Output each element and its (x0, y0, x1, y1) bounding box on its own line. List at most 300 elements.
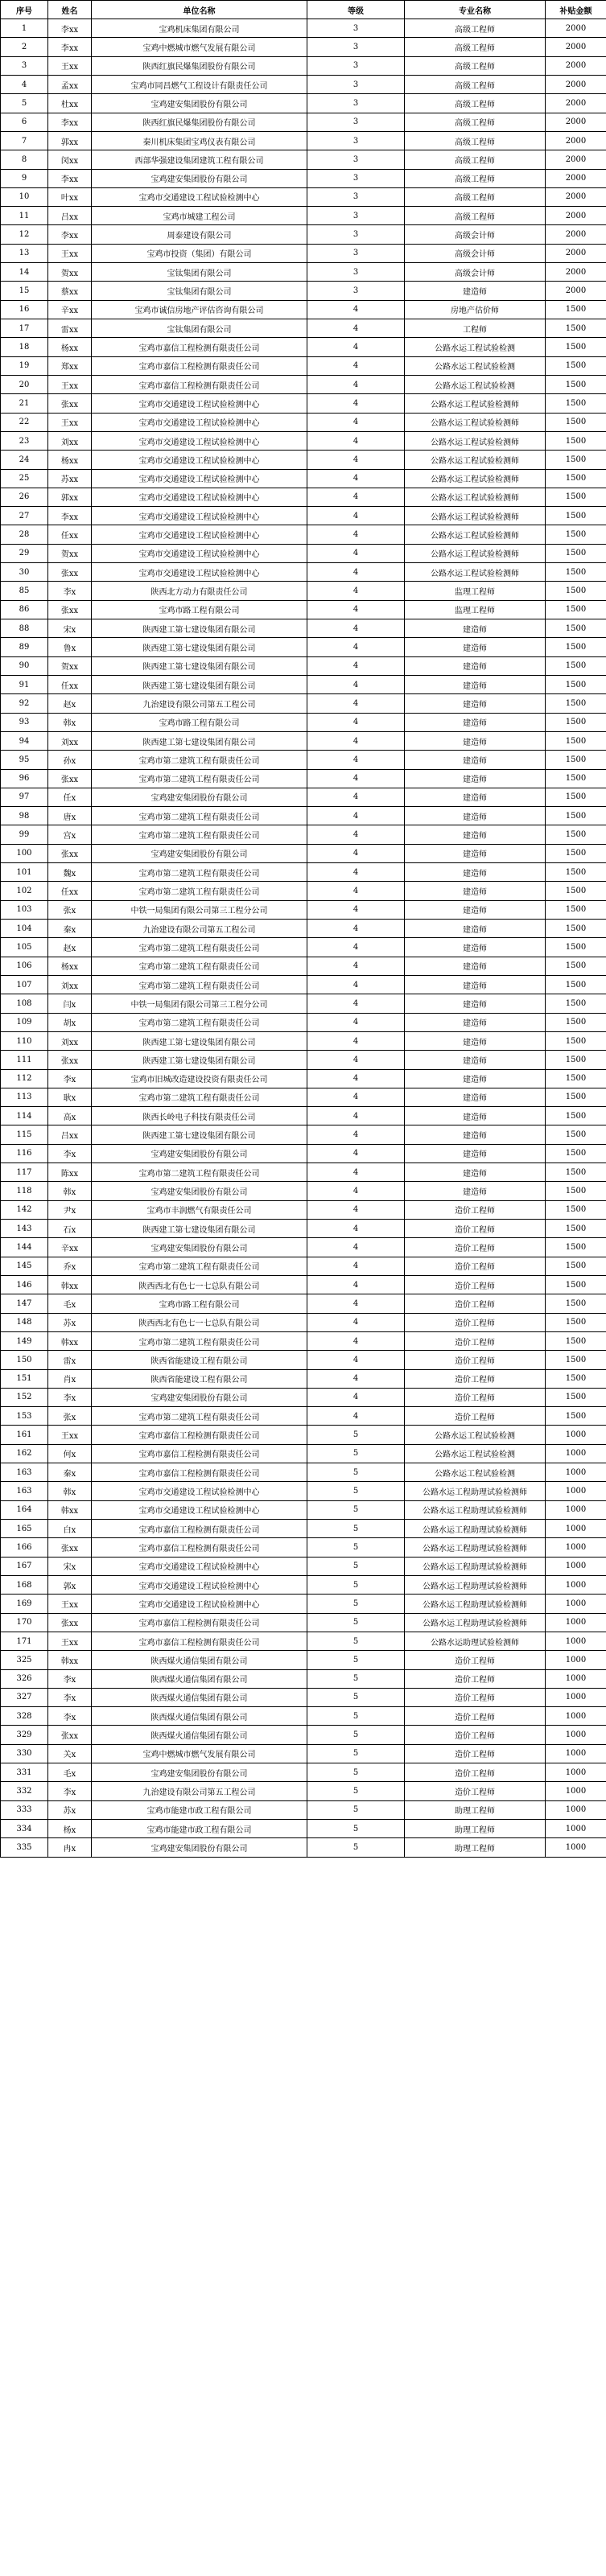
cell-amount: 1500 (546, 1369, 606, 1388)
cell-level: 4 (307, 431, 405, 450)
cell-amount: 1500 (546, 863, 606, 882)
cell-index: 85 (1, 582, 48, 600)
table-row (1, 19, 606, 38)
cell-company: 宝鸡市第二建筑工程有限责任公司 (92, 938, 307, 957)
table-row (1, 394, 606, 413)
cell-name: 辛xx (48, 1238, 92, 1257)
table-row (1, 600, 606, 619)
cell-company: 宝鸡市第二建筑工程有限责任公司 (92, 863, 307, 882)
cell-specialty: 建造师 (405, 731, 546, 750)
cell-name: 吕xx (48, 207, 92, 225)
cell-level: 4 (307, 1144, 405, 1162)
cell-company: 宝鸡市嘉信工程检测有限责任公司 (92, 1632, 307, 1650)
cell-company: 九治建设有限公司第五工程公司 (92, 1782, 307, 1800)
cell-company: 宝鸡市第二建筑工程有限责任公司 (92, 1331, 307, 1350)
cell-amount: 1000 (546, 1557, 606, 1575)
cell-specialty: 建造师 (405, 656, 546, 675)
cell-level: 4 (307, 863, 405, 882)
table-row (1, 1463, 606, 1482)
table-row (1, 1144, 606, 1162)
cell-index: 28 (1, 525, 48, 544)
table-row (1, 1782, 606, 1800)
table-header-row (1, 1, 606, 19)
cell-name: 张x (48, 900, 92, 919)
cell-specialty: 造价工程师 (405, 1220, 546, 1238)
cell-amount: 1000 (546, 1575, 606, 1594)
cell-company: 宝鸡市路工程有限公司 (92, 600, 307, 619)
cell-name: 吕xx (48, 1125, 92, 1144)
cell-company: 宝鸡市嘉信工程检测有限责任公司 (92, 375, 307, 393)
cell-company: 宝鸡市交通建设工程试验检测中心 (92, 507, 307, 525)
table-row (1, 1294, 606, 1313)
cell-name: 王xx (48, 375, 92, 393)
cell-level: 5 (307, 1557, 405, 1575)
cell-name: 张xx (48, 769, 92, 788)
cell-level: 4 (307, 1069, 405, 1088)
table-row (1, 1744, 606, 1763)
cell-index: 26 (1, 488, 48, 506)
cell-amount: 1000 (546, 1651, 606, 1669)
cell-company: 宝鸡建安集团股份有限公司 (92, 788, 307, 806)
table-row (1, 1182, 606, 1200)
cell-specialty: 公路水运工程试验检测 (405, 1426, 546, 1444)
cell-specialty: 建造师 (405, 619, 546, 638)
cell-name: 张x (48, 1407, 92, 1426)
cell-index: 329 (1, 1726, 48, 1744)
cell-name: 李x (48, 582, 92, 600)
cell-amount: 2000 (546, 225, 606, 244)
cell-level: 5 (307, 1538, 405, 1557)
cell-level: 3 (307, 113, 405, 131)
cell-index: 18 (1, 338, 48, 356)
cell-specialty: 公路水运工程试验检测 (405, 1463, 546, 1482)
cell-level: 4 (307, 1313, 405, 1331)
cell-amount: 1500 (546, 375, 606, 393)
cell-index: 152 (1, 1388, 48, 1406)
cell-level: 4 (307, 1163, 405, 1182)
cell-specialty: 造价工程师 (405, 1763, 546, 1782)
cell-specialty: 建造师 (405, 713, 546, 731)
cell-level: 4 (307, 413, 405, 431)
table-row (1, 1125, 606, 1144)
cell-level: 3 (307, 244, 405, 262)
cell-specialty: 建造师 (405, 1182, 546, 1200)
table-row (1, 844, 606, 862)
table-body (1, 19, 606, 1858)
cell-name: 赵x (48, 694, 92, 713)
cell-specialty: 高级工程师 (405, 94, 546, 113)
cell-specialty: 高级工程师 (405, 19, 546, 38)
cell-name: 韩xx (48, 1331, 92, 1350)
cell-index: 333 (1, 1800, 48, 1819)
cell-company: 宝钛集团有限公司 (92, 263, 307, 282)
cell-specialty: 高级工程师 (405, 38, 546, 56)
cell-index: 165 (1, 1520, 48, 1538)
header-company: 单位名称 (92, 1, 307, 19)
cell-level: 4 (307, 994, 405, 1013)
header-index: 序号 (1, 1, 48, 19)
table-row (1, 1763, 606, 1782)
cell-name: 高x (48, 1107, 92, 1125)
cell-name: 肖x (48, 1369, 92, 1388)
cell-company: 秦川机床集团宝鸡仪表有限公司 (92, 131, 307, 150)
cell-amount: 1500 (546, 675, 606, 693)
cell-index: 90 (1, 656, 48, 675)
cell-name: 闫x (48, 994, 92, 1013)
table-row (1, 920, 606, 938)
cell-company: 宝鸡市嘉信工程检测有限责任公司 (92, 1538, 307, 1557)
cell-index: 88 (1, 619, 48, 638)
cell-specialty: 建造师 (405, 788, 546, 806)
cell-level: 4 (307, 694, 405, 713)
table-row (1, 694, 606, 713)
cell-specialty: 公路水运工程试验检测 (405, 356, 546, 375)
cell-amount: 1500 (546, 957, 606, 975)
cell-company: 宝鸡市交通建设工程试验检测中心 (92, 413, 307, 431)
cell-specialty: 建造师 (405, 1069, 546, 1088)
cell-company: 陕西长岭电子科技有限责任公司 (92, 1107, 307, 1125)
table-row (1, 807, 606, 825)
cell-specialty: 公路水运工程试验检测师 (405, 413, 546, 431)
cell-specialty: 造价工程师 (405, 1669, 546, 1688)
cell-name: 毛x (48, 1763, 92, 1782)
table-row (1, 356, 606, 375)
cell-index: 89 (1, 638, 48, 656)
cell-specialty: 高级工程师 (405, 56, 546, 75)
cell-company: 宝鸡建安集团股份有限公司 (92, 1182, 307, 1200)
cell-company: 陕西建工第七建设集团有限公司 (92, 656, 307, 675)
cell-company: 陕西煤火通信集团有限公司 (92, 1669, 307, 1688)
cell-company: 宝鸡市交通建设工程试验检测中心 (92, 187, 307, 206)
cell-index: 325 (1, 1651, 48, 1669)
cell-name: 任xx (48, 675, 92, 693)
cell-company: 宝鸡市交通建设工程试验检测中心 (92, 525, 307, 544)
table-row (1, 1275, 606, 1294)
cell-company: 宝鸡市能建市政工程有限公司 (92, 1820, 307, 1838)
cell-index: 170 (1, 1613, 48, 1632)
cell-name: 尹x (48, 1200, 92, 1219)
cell-amount: 1000 (546, 1782, 606, 1800)
cell-name: 蔡xx (48, 282, 92, 300)
table-row (1, 863, 606, 882)
cell-company: 宝鸡市城建工程公司 (92, 207, 307, 225)
cell-level: 4 (307, 469, 405, 488)
cell-level: 4 (307, 507, 405, 525)
cell-amount: 1500 (546, 713, 606, 731)
cell-index: 94 (1, 731, 48, 750)
cell-specialty: 建造师 (405, 638, 546, 656)
cell-index: 15 (1, 282, 48, 300)
cell-amount: 2000 (546, 244, 606, 262)
cell-level: 4 (307, 1257, 405, 1275)
cell-level: 5 (307, 1482, 405, 1500)
cell-specialty: 公路水运工程助理试验检测师 (405, 1500, 546, 1519)
cell-company: 宝鸡中燃城市燃气发展有限公司 (92, 1744, 307, 1763)
cell-amount: 1000 (546, 1726, 606, 1744)
table-row (1, 207, 606, 225)
cell-index: 150 (1, 1351, 48, 1369)
cell-amount: 2000 (546, 94, 606, 113)
cell-specialty: 建造师 (405, 1107, 546, 1125)
cell-index: 17 (1, 319, 48, 338)
cell-specialty: 高级工程师 (405, 75, 546, 93)
table-row (1, 525, 606, 544)
cell-specialty: 公路水运工程试验检测师 (405, 431, 546, 450)
table-row (1, 1688, 606, 1706)
cell-index: 9 (1, 169, 48, 187)
cell-index: 24 (1, 451, 48, 469)
cell-amount: 1000 (546, 1800, 606, 1819)
cell-specialty: 建造师 (405, 807, 546, 825)
cell-level: 4 (307, 1407, 405, 1426)
cell-amount: 1500 (546, 788, 606, 806)
cell-amount: 1500 (546, 751, 606, 769)
cell-name: 刘xx (48, 975, 92, 994)
cell-amount: 1000 (546, 1688, 606, 1706)
cell-company: 宝鸡市同昌燃气工程设计有限责任公司 (92, 75, 307, 93)
cell-company: 宝鸡建安集团股份有限公司 (92, 844, 307, 862)
table-row (1, 431, 606, 450)
cell-company: 宝鸡市嘉信工程检测有限责任公司 (92, 1613, 307, 1632)
cell-company: 陕西省能建设工程有限公司 (92, 1351, 307, 1369)
cell-index: 21 (1, 394, 48, 413)
cell-level: 4 (307, 1088, 405, 1106)
header-name: 姓名 (48, 1, 92, 19)
table-row (1, 1407, 606, 1426)
cell-amount: 1000 (546, 1707, 606, 1726)
cell-level: 5 (307, 1838, 405, 1857)
cell-index: 11 (1, 207, 48, 225)
cell-index: 167 (1, 1557, 48, 1575)
cell-level: 4 (307, 544, 405, 562)
cell-name: 叶xx (48, 187, 92, 206)
table-row (1, 169, 606, 187)
cell-amount: 1500 (546, 563, 606, 582)
cell-level: 3 (307, 225, 405, 244)
cell-amount: 1500 (546, 319, 606, 338)
cell-amount: 1500 (546, 1388, 606, 1406)
cell-company: 宝钛集团有限公司 (92, 319, 307, 338)
cell-index: 19 (1, 356, 48, 375)
cell-index: 7 (1, 131, 48, 150)
cell-specialty: 造价工程师 (405, 1351, 546, 1369)
cell-company: 宝鸡市交通建设工程试验检测中心 (92, 488, 307, 506)
cell-name: 王xx (48, 56, 92, 75)
table-row (1, 544, 606, 562)
cell-name: 冉x (48, 1838, 92, 1857)
cell-specialty: 造价工程师 (405, 1726, 546, 1744)
table-row (1, 1651, 606, 1669)
cell-name: 张xx (48, 1051, 92, 1069)
cell-specialty: 造价工程师 (405, 1275, 546, 1294)
cell-name: 任x (48, 788, 92, 806)
cell-name: 雷xx (48, 319, 92, 338)
cell-index: 162 (1, 1444, 48, 1463)
cell-specialty: 公路水运工程助理试验检测师 (405, 1557, 546, 1575)
cell-name: 张xx (48, 394, 92, 413)
cell-index: 332 (1, 1782, 48, 1800)
cell-index: 106 (1, 957, 48, 975)
cell-company: 西部华强建设集团建筑工程有限公司 (92, 150, 307, 169)
cell-name: 李x (48, 1707, 92, 1726)
cell-name: 李x (48, 1688, 92, 1706)
cell-index: 104 (1, 920, 48, 938)
cell-specialty: 造价工程师 (405, 1688, 546, 1706)
cell-company: 宝鸡市交通建设工程试验检测中心 (92, 451, 307, 469)
cell-company: 宝鸡市第二建筑工程有限责任公司 (92, 1013, 307, 1031)
cell-company: 陕西建工第七建设集团有限公司 (92, 1125, 307, 1144)
cell-index: 169 (1, 1595, 48, 1613)
table-row (1, 1238, 606, 1257)
cell-amount: 2000 (546, 19, 606, 38)
cell-amount: 1000 (546, 1595, 606, 1613)
cell-amount: 1500 (546, 1331, 606, 1350)
table-row (1, 1200, 606, 1219)
cell-name: 何x (48, 1444, 92, 1463)
cell-company: 陕西建工第七建设集团有限公司 (92, 1220, 307, 1238)
cell-amount: 1500 (546, 825, 606, 844)
cell-name: 李xx (48, 113, 92, 131)
cell-amount: 1500 (546, 844, 606, 862)
cell-level: 4 (307, 713, 405, 731)
cell-amount: 1500 (546, 1238, 606, 1257)
cell-specialty: 造价工程师 (405, 1782, 546, 1800)
cell-name: 任xx (48, 525, 92, 544)
cell-level: 5 (307, 1763, 405, 1782)
cell-name: 郭xx (48, 488, 92, 506)
cell-specialty: 建造师 (405, 751, 546, 769)
cell-name: 秦x (48, 1463, 92, 1482)
cell-name: 贺xx (48, 544, 92, 562)
table-row (1, 1726, 606, 1744)
table-row (1, 563, 606, 582)
table-row (1, 1575, 606, 1594)
cell-company: 宝钛集团有限公司 (92, 282, 307, 300)
cell-name: 刘xx (48, 431, 92, 450)
cell-amount: 1500 (546, 300, 606, 319)
cell-index: 148 (1, 1313, 48, 1331)
cell-company: 陕西西北有色七一七总队有限公司 (92, 1313, 307, 1331)
cell-name: 宋x (48, 1557, 92, 1575)
cell-amount: 1500 (546, 694, 606, 713)
table-row (1, 1069, 606, 1088)
cell-level: 4 (307, 563, 405, 582)
cell-company: 陕西煤火通信集团有限公司 (92, 1707, 307, 1726)
cell-specialty: 建造师 (405, 844, 546, 862)
cell-name: 刘xx (48, 1031, 92, 1050)
cell-amount: 1500 (546, 1051, 606, 1069)
cell-specialty: 建造师 (405, 882, 546, 900)
cell-index: 92 (1, 694, 48, 713)
cell-level: 4 (307, 1294, 405, 1313)
cell-name: 杜xx (48, 94, 92, 113)
cell-specialty: 建造师 (405, 863, 546, 882)
table-row (1, 1163, 606, 1182)
table-row (1, 319, 606, 338)
cell-name: 张xx (48, 600, 92, 619)
cell-level: 4 (307, 675, 405, 693)
cell-specialty: 建造师 (405, 825, 546, 844)
table-row (1, 1500, 606, 1519)
cell-level: 4 (307, 525, 405, 544)
cell-specialty: 高级会计师 (405, 225, 546, 244)
cell-amount: 2000 (546, 282, 606, 300)
cell-level: 3 (307, 187, 405, 206)
cell-amount: 1500 (546, 1107, 606, 1125)
cell-company: 宝鸡市丰润燃气有限责任公司 (92, 1200, 307, 1219)
cell-specialty: 造价工程师 (405, 1388, 546, 1406)
cell-level: 4 (307, 451, 405, 469)
cell-company: 陕西红旗民爆集团股份有限公司 (92, 56, 307, 75)
cell-specialty: 建造师 (405, 769, 546, 788)
cell-amount: 1000 (546, 1669, 606, 1688)
cell-name: 毛x (48, 1294, 92, 1313)
table-row (1, 1838, 606, 1857)
cell-index: 16 (1, 300, 48, 319)
cell-name: 乔x (48, 1257, 92, 1275)
cell-index: 168 (1, 1575, 48, 1594)
cell-company: 宝鸡市嘉信工程检测有限责任公司 (92, 1520, 307, 1538)
table-row (1, 507, 606, 525)
cell-level: 5 (307, 1726, 405, 1744)
cell-company: 宝鸡市第二建筑工程有限责任公司 (92, 975, 307, 994)
cell-level: 3 (307, 94, 405, 113)
cell-amount: 1500 (546, 1275, 606, 1294)
cell-name: 李xx (48, 225, 92, 244)
cell-amount: 1500 (546, 1351, 606, 1369)
cell-specialty: 公路水运工程试验检测师 (405, 544, 546, 562)
cell-company: 陕西建工第七建设集团有限公司 (92, 1031, 307, 1050)
cell-amount: 2000 (546, 38, 606, 56)
table-row (1, 1388, 606, 1406)
cell-level: 4 (307, 1220, 405, 1238)
cell-company: 周泰建设有限公司 (92, 225, 307, 244)
table-row (1, 244, 606, 262)
cell-amount: 1500 (546, 431, 606, 450)
cell-index: 335 (1, 1838, 48, 1857)
cell-index: 8 (1, 150, 48, 169)
cell-name: 杨xx (48, 451, 92, 469)
table-row (1, 375, 606, 393)
cell-index: 99 (1, 825, 48, 844)
cell-company: 中铁一局集团有限公司第三工程分公司 (92, 994, 307, 1013)
cell-level: 4 (307, 769, 405, 788)
cell-level: 4 (307, 394, 405, 413)
table-row (1, 1331, 606, 1350)
cell-name: 苏xx (48, 469, 92, 488)
cell-company: 宝鸡市交通建设工程试验检测中心 (92, 431, 307, 450)
cell-amount: 1500 (546, 1125, 606, 1144)
cell-amount: 1500 (546, 656, 606, 675)
cell-company: 宝鸡建安集团股份有限公司 (92, 169, 307, 187)
cell-specialty: 建造师 (405, 1051, 546, 1069)
cell-name: 宋x (48, 619, 92, 638)
cell-company: 陕西北方动力有限责任公司 (92, 582, 307, 600)
cell-level: 3 (307, 131, 405, 150)
cell-amount: 1000 (546, 1763, 606, 1782)
cell-level: 4 (307, 1051, 405, 1069)
cell-name: 李x (48, 1069, 92, 1088)
cell-index: 142 (1, 1200, 48, 1219)
cell-index: 6 (1, 113, 48, 131)
table-row (1, 1613, 606, 1632)
table-row (1, 150, 606, 169)
cell-level: 5 (307, 1688, 405, 1706)
cell-index: 105 (1, 938, 48, 957)
cell-index: 327 (1, 1688, 48, 1706)
cell-level: 4 (307, 600, 405, 619)
cell-company: 宝鸡市交通建设工程试验检测中心 (92, 1500, 307, 1519)
